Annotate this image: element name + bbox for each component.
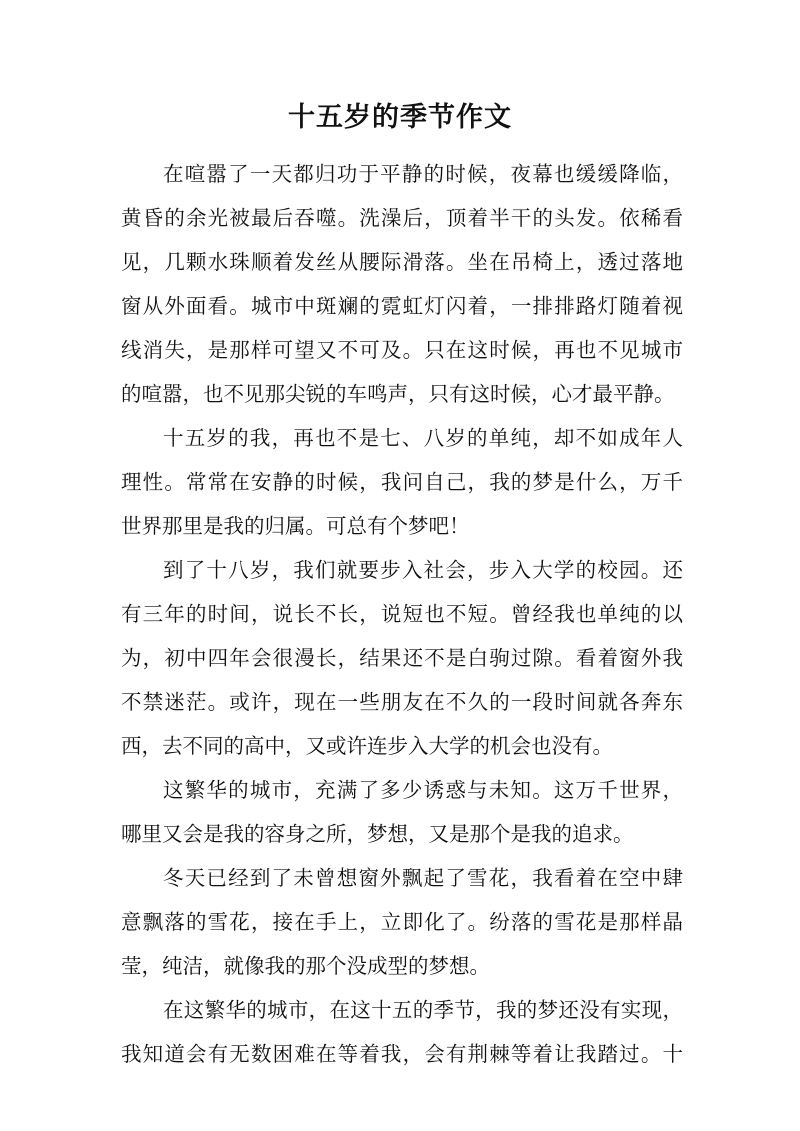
paragraph-3	[121, 548, 683, 768]
paragraph-line: 理性。常常在安静的时候，我问自己，我的梦是什么，万千	[121, 470, 683, 494]
paragraph-2	[121, 416, 683, 548]
paragraph-line: 有三年的时间，说长不长，说短也不短。曾经我也单纯的以	[121, 602, 683, 626]
paragraph-line: 十五岁的我，再也不是七、八岁的单纯，却不如成年人	[163, 426, 683, 450]
paragraph-line: 线消失，是那样可望又不可及。只在这时候，再也不见城市	[121, 338, 683, 362]
paragraph-line: 世界那里是我的归属。可总有个梦吧！	[121, 514, 470, 538]
paragraph-1	[121, 152, 683, 416]
paragraph-line: 为，初中四年会很漫长，结果还不是白驹过隙。看着窗外我	[121, 646, 683, 670]
paragraph-line: 的喧嚣，也不见那尖锐的车鸣声，只有这时候，心才最平静。	[121, 382, 675, 406]
paragraph-line: 我知道会有无数困难在等着我，会有荆棘等着让我踏过。十	[121, 1042, 683, 1066]
paragraph-line: 这繁华的城市，充满了多少诱惑与未知。这万千世界，	[163, 778, 683, 802]
paragraph-line: 不禁迷茫。或许，现在一些朋友在不久的一段时间就各奔东	[121, 690, 683, 714]
paragraph-line: 冬天已经到了未曾想窗外飘起了雪花，我看着在空中肆	[163, 866, 683, 890]
paragraph-line: 到了十八岁，我们就要步入社会，步入大学的校园。还	[163, 558, 683, 582]
paragraph-line: 哪里又会是我的容身之所，梦想，又是那个是我的追求。	[121, 822, 634, 846]
paragraph-line: 在这繁华的城市，在这十五的季节，我的梦还没有实现，	[163, 998, 683, 1022]
document-body	[121, 152, 683, 1076]
paragraph-5	[121, 856, 683, 988]
paragraph-line: 西，去不同的高中，又或许连步入大学的机会也没有。	[121, 734, 613, 758]
paragraph-line: 意飘落的雪花，接在手上，立即化了。纷落的雪花是那样晶	[121, 910, 683, 934]
paragraph-line: 黄昏的余光被最后吞噬。洗澡后，顶着半干的头发。依稀看	[121, 206, 683, 230]
paragraph-4	[121, 768, 683, 856]
paragraph-line: 见，几颗水珠顺着发丝从腰际滑落。坐在吊椅上，透过落地	[121, 250, 683, 274]
paragraph-line: 在喧嚣了一天都归功于平静的时候，夜幕也缓缓降临，	[163, 162, 683, 186]
paragraph-line: 莹，纯洁，就像我的那个没成型的梦想。	[121, 954, 490, 978]
document-title: 十五岁的季节作文	[288, 102, 512, 133]
paragraph-line: 窗从外面看。城市中斑斓的霓虹灯闪着，一排排路灯随着视	[121, 294, 683, 318]
paragraph-6	[121, 988, 683, 1076]
